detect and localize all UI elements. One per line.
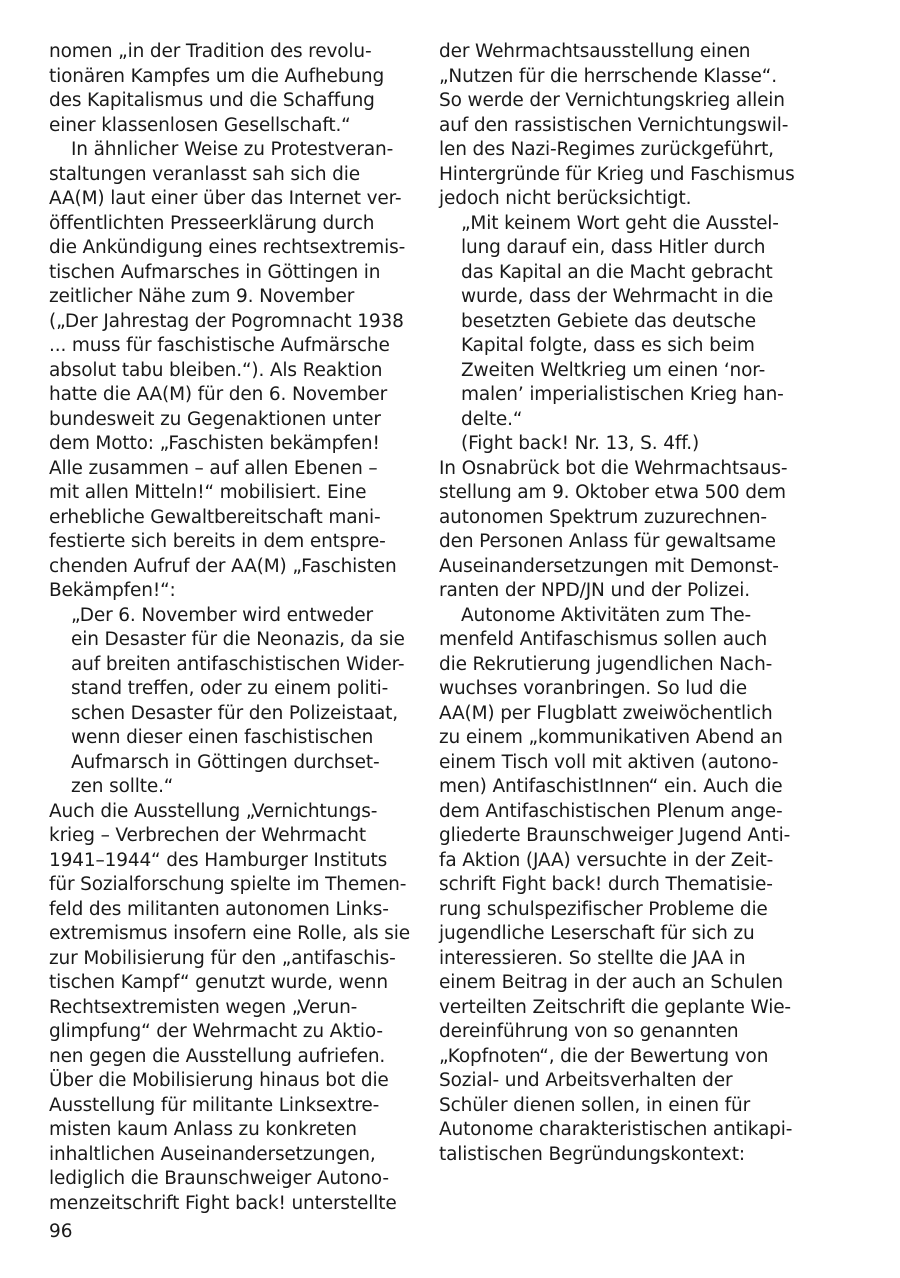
text-line: So werde der Vernichtungskrieg allein [439, 90, 785, 111]
paragraph [49, 800, 411, 1217]
text-line: zu einem „kommunikativen Abend an [439, 727, 783, 748]
text-line: festierte sich bereits in dem entspre- [49, 531, 386, 552]
text-line: auf den rassistischen Vernichtungswil- [439, 114, 789, 136]
text-line: besetzten Gebiete das deutsche [461, 310, 756, 332]
text-line: AA(M) per Flugblatt zweiwöchentlich [439, 702, 773, 724]
text-line: staltungen veranlasst sah sich die [49, 163, 360, 185]
text-line: men) AntifaschistInnen“ ein. Auch die [439, 776, 783, 797]
text-line: tischen Aufmarsches in Göttingen in [49, 261, 381, 283]
text-line: Über die Mobilisierung hinaus bot die [49, 1070, 389, 1091]
text-line: jugendliche Leserschaft für sich zu [439, 923, 755, 944]
text-line: In ähnlicher Weise zu Protestveran- [71, 139, 394, 160]
text-line: „Der 6. November wird entweder [71, 604, 373, 626]
text-line: len des Nazi-Regimes zurückgeführt, [439, 139, 774, 160]
text-line: nen gegen die Ausstellung aufriefen. [49, 1045, 386, 1067]
text-line: „Nutzen für die herrschende Klasse“. [439, 65, 777, 87]
citation-text: (Fight back! Nr. 13, S. 4ff.) [461, 433, 700, 454]
text-line: hatte die AA(M) für den 6. November [49, 384, 388, 405]
text-line: 1941–1944“ des Hamburger Instituts [49, 849, 388, 871]
text-line: talistischen Begründungskontext: [439, 1143, 745, 1165]
text-line: Aufmarsch in Göttingen durchset- [71, 751, 380, 773]
text-line: Autonome Aktivitäten zum The- [461, 604, 752, 626]
text-line: tionären Kampfes um die Aufhebung [49, 65, 385, 87]
left-column [49, 40, 411, 1216]
text-line: Sozial- und Arbeitsverhalten der [439, 1070, 733, 1091]
page-number: 96 [49, 1221, 73, 1242]
text-line: für Sozialforschung spielte im Themen- [49, 874, 407, 895]
text-line: fa Aktion (JAA) versuchte in der Zeit- [439, 849, 774, 871]
text-line: rung schulspezifischer Probleme die [439, 898, 768, 920]
text-line: wurde, dass der Wehrmacht in die [461, 286, 774, 307]
text-line: tischen Kampf“ genutzt wurde, wenn [49, 972, 388, 993]
text-line: dem Antifaschistischen Plenum ange- [439, 800, 783, 822]
text-line: einem Tisch voll mit aktiven (autono- [439, 751, 779, 773]
text-line: Auch die Ausstellung „Vernichtungs- [49, 800, 378, 822]
paragraph [49, 138, 411, 604]
paragraph [439, 457, 801, 604]
block-quote [439, 212, 801, 433]
text-line: Schüler dienen sollen, in einen für [439, 1094, 751, 1116]
text-line: menzeitschrift Fight back! unterstellte [49, 1192, 397, 1214]
text-line: glimpfung“ der Wehrmacht zu Aktio- [49, 1021, 383, 1042]
text-line: Zweiten Weltkrieg um einen ‘nor- [461, 359, 766, 381]
text-line: Bekämpfen!“: [49, 580, 176, 601]
text-line: ein Desaster für die Neonazis, da sie [71, 629, 405, 650]
text-line: ranten der NPD/JN und der Polizei. [439, 580, 750, 601]
text-line: delte.“ [461, 408, 523, 430]
text-line: zeitlicher Nähe zum 9. November [49, 286, 355, 307]
text-line: menfeld Antifaschismus sollen auch [439, 629, 768, 650]
text-line: schen Desaster für den Polizeistaat, [71, 702, 398, 724]
right-column [439, 40, 801, 1167]
text-line: lediglich die Braunschweiger Autono- [49, 1168, 389, 1189]
text-line: stand treffen, oder zu einem politi- [71, 678, 389, 699]
text-line: ... muss für faschistische Aufmärsche [49, 335, 390, 356]
text-line: zen sollte.“ [71, 776, 174, 797]
text-line: autonomen Spektrum zuzurechnen- [439, 506, 767, 528]
text-line: des Kapitalismus und die Schaffung [49, 90, 375, 111]
text-line: öffentlichten Presseerklärung durch [49, 212, 375, 234]
block-quote [49, 604, 411, 800]
text-line: In Osnabrück bot die Wehrmachtsaus- [439, 457, 788, 479]
text-line: Hintergründe für Krieg und Faschismus [439, 163, 795, 185]
text-line: Kapital folgte, dass es sich beim [461, 335, 755, 356]
paragraph [49, 40, 411, 138]
text-line: der Wehrmachtsausstellung einen [439, 41, 751, 62]
text-line: verteilten Zeitschrift die geplante Wie- [439, 996, 791, 1018]
text-line: stellung am 9. Oktober etwa 500 dem [439, 482, 786, 503]
text-line: wuchses voranbringen. So lud die [439, 678, 747, 699]
text-line: einer klassenlosen Gesellschaft.“ [49, 114, 351, 136]
text-line: nomen „in der Tradition des revolu- [49, 41, 372, 62]
text-line: („Der Jahrestag der Pogromnacht 1938 [49, 310, 404, 332]
text-line: bundesweit zu Gegenaktionen unter [49, 408, 381, 430]
text-line: malen’ imperialistischen Krieg han- [461, 384, 784, 405]
text-line: „Kopfnoten“, die der Bewertung von [439, 1045, 769, 1067]
text-line: jedoch nicht berücksichtigt. [439, 188, 692, 209]
text-line: Alle zusammen – auf allen Ebenen – [49, 457, 378, 479]
text-line: zur Mobilisierung für den „antifaschis- [49, 947, 396, 969]
text-line: mit allen Mitteln!“ mobilisiert. Eine [49, 482, 367, 503]
text-line: chenden Aufruf der AA(M) „Faschisten [49, 555, 397, 577]
text-line: gliederte Braunschweiger Jugend Anti- [439, 825, 791, 846]
paragraph [439, 604, 801, 1168]
text-line: absolut tabu bleiben.“). Als Reaktion [49, 359, 383, 381]
text-line: Ausstellung für militante Linksextre- [49, 1094, 380, 1116]
text-line: extremismus insofern eine Rolle, als sie [49, 923, 410, 944]
text-line: das Kapital an die Macht gebracht [461, 261, 773, 283]
text-line: „Mit keinem Wort geht die Ausstel- [461, 212, 779, 234]
text-line: interessieren. So stellte die JAA in [439, 947, 746, 969]
text-line: lung darauf ein, dass Hitler durch [461, 237, 766, 258]
text-line: wenn dieser einen faschistischen [71, 727, 374, 748]
text-line: die Rekrutierung jugendlichen Nach- [439, 653, 773, 675]
citation [439, 432, 801, 457]
text-line: auf breiten antifaschistischen Wider- [71, 653, 405, 675]
text-line: Auseinandersetzungen mit Demonst- [439, 555, 779, 577]
text-line: dereinführung von so genannten [439, 1021, 739, 1042]
text-line: schrift Fight back! durch Thematisie- [439, 874, 773, 895]
text-line: inhaltlichen Auseinandersetzungen, [49, 1143, 376, 1165]
text-line: den Personen Anlass für gewaltsame [439, 531, 776, 552]
text-line: feld des militanten autonomen Links- [49, 898, 389, 920]
text-line: erhebliche Gewaltbereitschaft mani- [49, 506, 381, 528]
text-line: misten kaum Anlass zu konkreten [49, 1119, 357, 1140]
text-line: die Ankündigung eines rechtsextremis- [49, 237, 406, 258]
text-line: dem Motto: „Faschisten bekämpfen! [49, 433, 380, 454]
text-line: Autonome charakteristischen antikapi- [439, 1119, 793, 1140]
text-line: einem Beitrag in der auch an Schulen [439, 972, 783, 993]
text-line: krieg – Verbrechen der Wehrmacht [49, 825, 366, 846]
paragraph [439, 40, 801, 212]
text-line: Rechtsextremisten wegen „Verun- [49, 996, 358, 1018]
text-line: AA(M) laut einer über das Internet ver- [49, 188, 402, 209]
